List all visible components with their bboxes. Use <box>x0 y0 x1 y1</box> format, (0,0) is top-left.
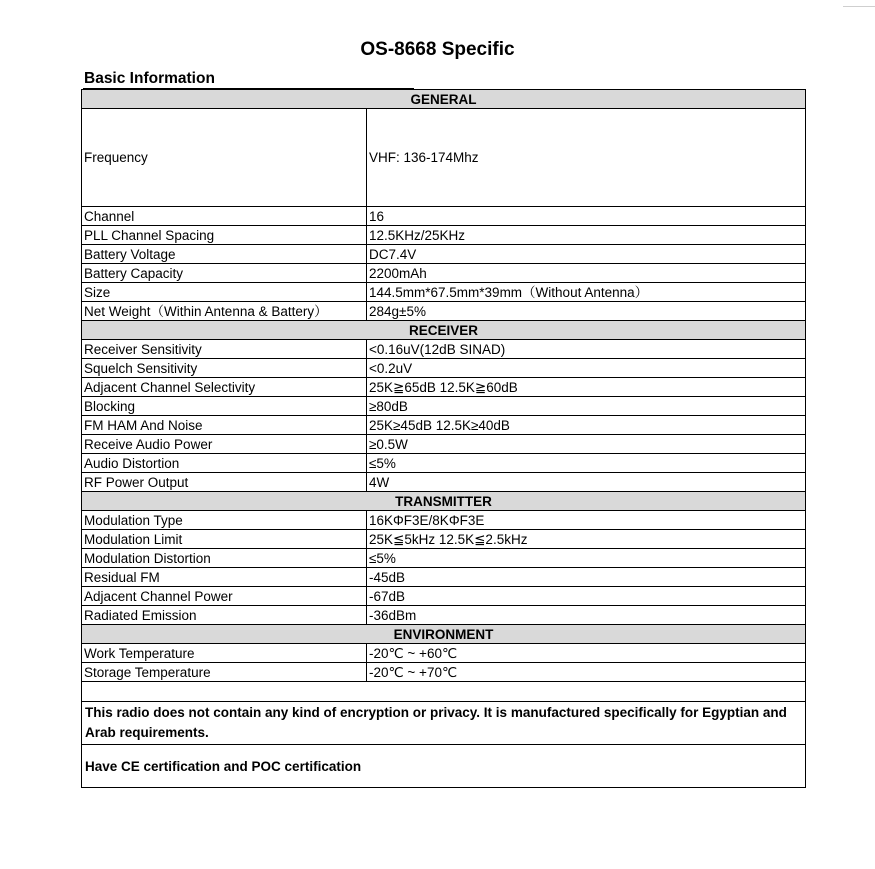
spec-value: 25K≦5kHz 12.5K≦2.5kHz <box>367 530 806 549</box>
group-header-label: GENERAL <box>82 90 806 109</box>
spec-value: 144.5mm*67.5mm*39mm（Without Antenna） <box>367 283 806 302</box>
table-row <box>82 245 806 264</box>
spec-value: <0.16uV(12dB SINAD) <box>367 340 806 359</box>
encryption-note: This radio does not contain any kind of encryption or privacy. It is manufactured specifically for Egyptian and Arab requirements. <box>82 702 806 745</box>
spec-value: 12.5KHz/25KHz <box>367 226 806 245</box>
corner-rule <box>843 6 875 7</box>
group-header-environment <box>82 625 806 644</box>
spec-label: Size <box>82 283 367 302</box>
note-row-certification <box>82 745 806 788</box>
spec-value: 25K≥45dB 12.5K≥40dB <box>367 416 806 435</box>
spec-label: Audio Distortion <box>82 454 367 473</box>
spec-label: Battery Voltage <box>82 245 367 264</box>
group-header-label: ENVIRONMENT <box>82 625 806 644</box>
spec-label: Frequency <box>82 109 367 207</box>
spec-label: Receive Audio Power <box>82 435 367 454</box>
spec-value: DC7.4V <box>367 245 806 264</box>
note-row-encryption <box>82 702 806 745</box>
spec-label: Battery Capacity <box>82 264 367 283</box>
spec-value: 16 <box>367 207 806 226</box>
spec-label: Adjacent Channel Power <box>82 587 367 606</box>
spec-label: Storage Temperature <box>82 663 367 682</box>
spec-value: 16KΦF3E/8KΦF3E <box>367 511 806 530</box>
spec-label: Modulation Type <box>82 511 367 530</box>
table-row <box>82 416 806 435</box>
spec-value: -45dB <box>367 568 806 587</box>
spec-label: Net Weight（Within Antenna & Battery） <box>82 302 367 321</box>
certification-note: Have CE certification and POC certification <box>82 745 806 788</box>
spec-value: ≥0.5W <box>367 435 806 454</box>
group-header-receiver <box>82 321 806 340</box>
group-header-label: TRANSMITTER <box>82 492 806 511</box>
spec-value: -20℃ ~ +60℃ <box>367 644 806 663</box>
spec-value: 2200mAh <box>367 264 806 283</box>
spec-value: 4W <box>367 473 806 492</box>
table-row <box>82 340 806 359</box>
table-row <box>82 606 806 625</box>
spacer-cell <box>82 682 806 702</box>
table-row <box>82 207 806 226</box>
spec-value: ≤5% <box>367 454 806 473</box>
table-row <box>82 454 806 473</box>
spec-label: Work Temperature <box>82 644 367 663</box>
table-row <box>82 473 806 492</box>
spec-value: VHF: 136-174Mhz <box>367 109 806 207</box>
table-row <box>82 663 806 682</box>
spec-value: 284g±5% <box>367 302 806 321</box>
spec-label: PLL Channel Spacing <box>82 226 367 245</box>
table-row <box>82 283 806 302</box>
table-row <box>82 378 806 397</box>
spec-label: Radiated Emission <box>82 606 367 625</box>
spec-value: -67dB <box>367 587 806 606</box>
spacer-row <box>82 682 806 702</box>
spec-label: Blocking <box>82 397 367 416</box>
spec-label: Residual FM <box>82 568 367 587</box>
spec-table <box>81 89 806 788</box>
spec-label: Receiver Sensitivity <box>82 340 367 359</box>
section-title: Basic Information <box>84 70 215 87</box>
group-header-transmitter <box>82 492 806 511</box>
table-row <box>82 511 806 530</box>
table-row <box>82 302 806 321</box>
spec-label: Modulation Distortion <box>82 549 367 568</box>
table-row <box>82 264 806 283</box>
spec-value: 25K≧65dB 12.5K≧60dB <box>367 378 806 397</box>
table-row <box>82 435 806 454</box>
group-header-general <box>82 90 806 109</box>
spec-label: Modulation Limit <box>82 530 367 549</box>
spec-label: Squelch Sensitivity <box>82 359 367 378</box>
spec-value: -20℃ ~ +70℃ <box>367 663 806 682</box>
table-row <box>82 397 806 416</box>
group-header-label: RECEIVER <box>82 321 806 340</box>
table-row <box>82 644 806 663</box>
table-row <box>82 568 806 587</box>
table-row <box>82 530 806 549</box>
spec-value: ≥80dB <box>367 397 806 416</box>
spec-value: ≤5% <box>367 549 806 568</box>
table-row <box>82 359 806 378</box>
spec-label: Channel <box>82 207 367 226</box>
spec-label: FM HAM And Noise <box>82 416 367 435</box>
table-row <box>82 226 806 245</box>
spec-value: -36dBm <box>367 606 806 625</box>
table-row <box>82 549 806 568</box>
page-title: OS-8668 Specific <box>360 39 515 60</box>
spec-label: RF Power Output <box>82 473 367 492</box>
table-row <box>82 587 806 606</box>
table-row <box>82 109 806 207</box>
spec-label: Adjacent Channel Selectivity <box>82 378 367 397</box>
spec-value: <0.2uV <box>367 359 806 378</box>
